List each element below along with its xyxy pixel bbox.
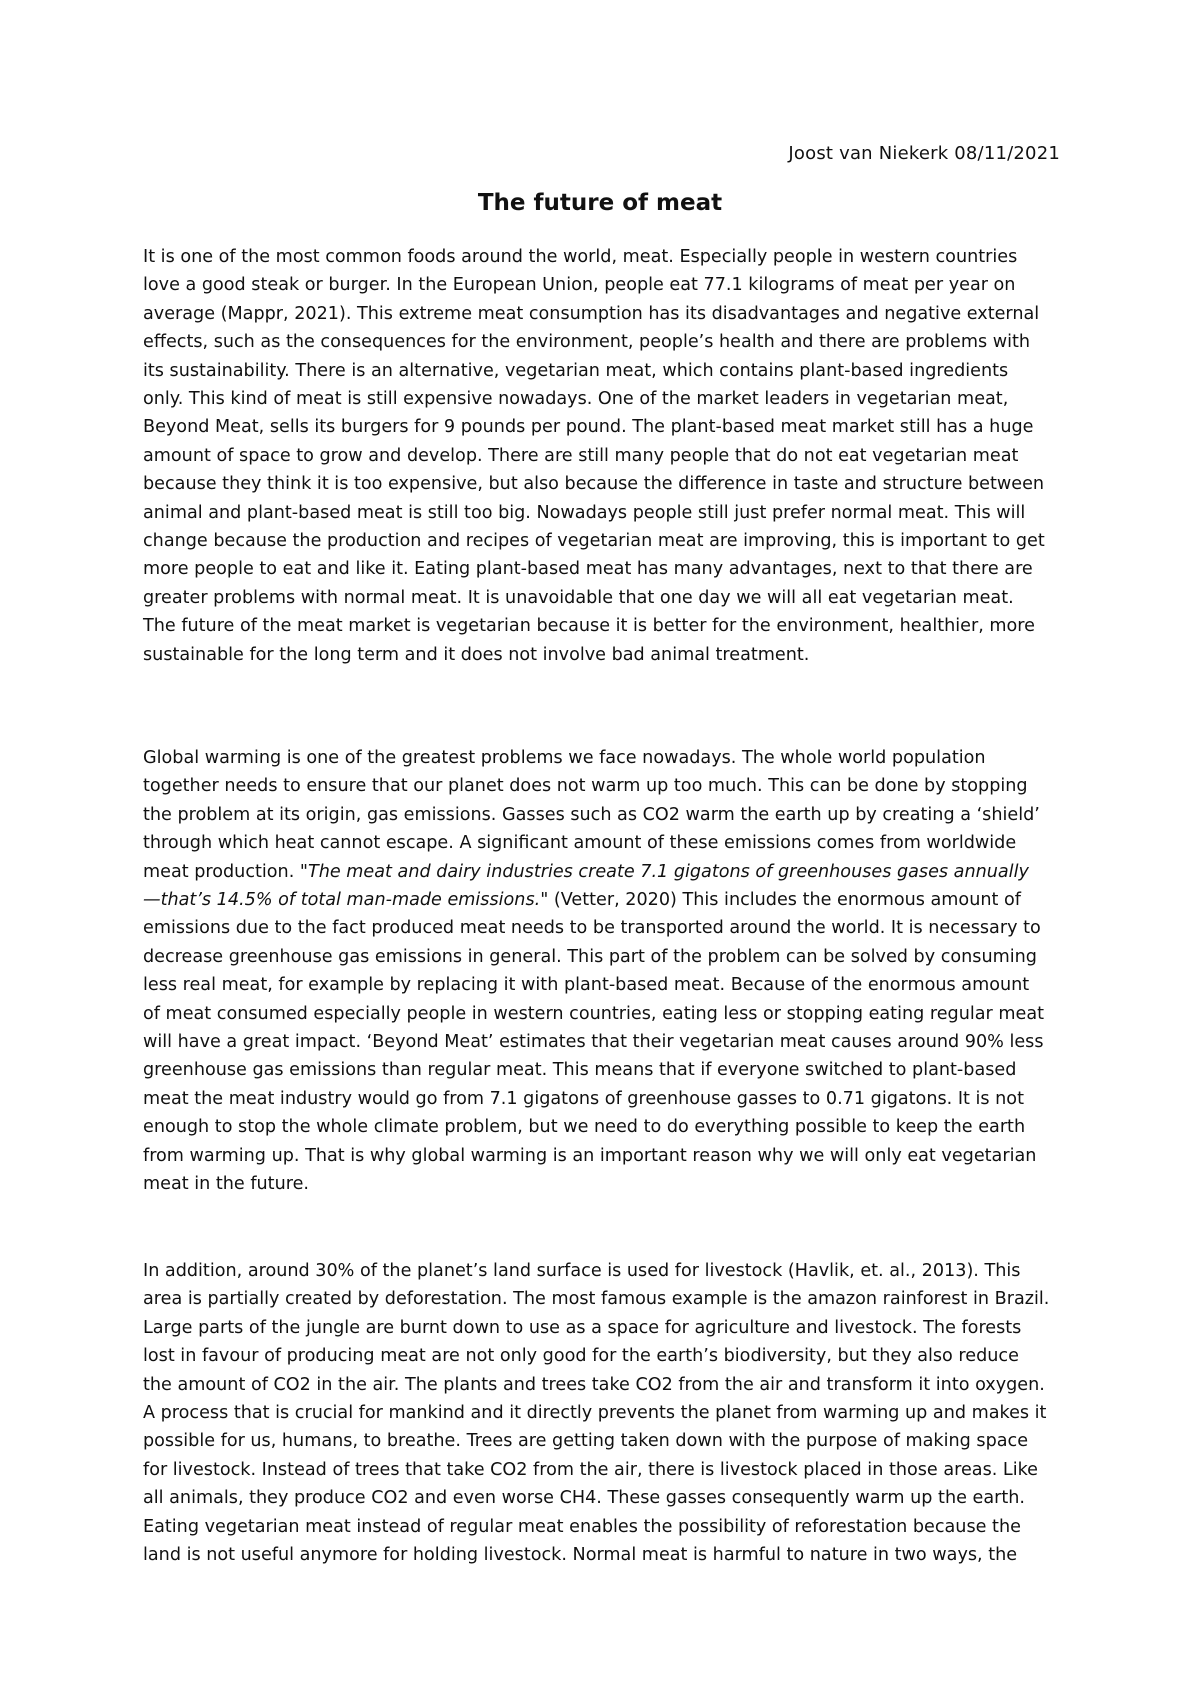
text-line: animal and plant-based meat is still too big. Nowadays people still just prefer normal meat. This will [143,502,1026,523]
text-line: emissions due to the fact produced meat needs to be transported around the world. It is necessary to [143,918,1041,939]
paragraph-intro [143,243,1063,669]
text-line: more people to eat and like it. Eating plant-based meat has many advantages, next to that there are [143,559,1033,580]
text-line: possible for us, humans, to breathe. Trees are getting taken down with the purpose of making space [143,1431,1029,1452]
text-line: less real meat, for example by replacing it with plant-based meat. Because of the enormous amount [143,975,1030,996]
quote-citation: " (Vetter, 2020) This includes the enormous amount of [540,890,1021,911]
text-line: It is one of the most common foods around the world, meat. Especially people in western countries [143,247,1018,267]
text-line: only. This kind of meat is still expensive nowadays. One of the market leaders in vegetarian meat, [143,389,1009,410]
text-line: greater problems with normal meat. It is unavoidable that one day we will all eat vegetarian meat. [143,587,1014,608]
text-line: effects, such as the consequences for the environment, people’s health and there are problems with [143,332,1031,353]
text-line: because they think it is too expensive, but also because the difference in taste and structure between [143,474,1045,495]
document-title: The future of meat [477,190,723,216]
text-line: the amount of CO2 in the air. The plants and trees take CO2 from the air and transform it into oxygen. [143,1374,1045,1395]
text-line: the problem at its origin, gas emissions. Gasses such as CO2 warm the earth up by creating a ‘shield’ [143,804,1040,825]
text-line: lost in favour of producing meat are not only good for the earth’s biodiversity, but they also reduce [143,1346,1019,1367]
text-line: amount of space to grow and develop. There are still many people that do not eat vegetarian meat [143,445,1019,466]
text-line: change because the production and recipes of vegetarian meat are improving, this is important to get [143,531,1045,552]
text-line: will have a great impact. ‘Beyond Meat’ estimates that their vegetarian meat causes around 90% less [143,1032,1044,1053]
text-line: In addition, around 30% of the planet’s land surface is used for livestock (Havlik, et. al., 2013). This [143,1261,1021,1281]
text-line: meat in the future. [143,1174,309,1195]
text-line: A process that is crucial for mankind and it directly prevents the planet from warming up and makes it [143,1403,1047,1424]
text-line: average (Mappr, 2021). This extreme meat consumption has its disadvantages and negative external [143,303,1040,324]
text-line: Global warming is one of the greatest problems we face nowadays. The whole world population [143,748,986,768]
text-line-quote-start [143,858,1063,886]
quote-lead-in: meat production. " [143,861,308,882]
text-line: Large parts of the jungle are burnt down to use as a space for agriculture and livestock. The forests [143,1317,1022,1338]
text-line: land is not useful anymore for holding livestock. Normal meat is harmful to nature in two ways, the [143,1545,1018,1566]
text-line: all animals, they produce CO2 and even worse CH4. These gasses consequently warm up the earth. [143,1488,1025,1509]
quote-text: The meat and dairy industries create 7.1 gigatons of greenhouses gases annually [307,861,1029,882]
text-line: area is partially created by deforestation. The most famous example is the amazon rainforest in Brazil. [143,1289,1050,1310]
text-line: decrease greenhouse gas emissions in general. This part of the problem can be solved by consuming [143,946,1037,967]
quote-text: —that’s 14.5% of total man-made emissions. [143,890,541,911]
text-line: The future of the meat market is vegetarian because it is better for the environment, healthier, more [143,616,1035,637]
text-line: together needs to ensure that our planet does not warm up too much. This can be done by stopping [143,776,1028,797]
text-line: of meat consumed especially people in western countries, eating less or stopping eating regular meat [143,1003,1045,1024]
text-line: love a good steak or burger. In the European Union, people eat 77.1 kilograms of meat per year on [143,275,1016,296]
text-line: through which heat cannot escape. A significant amount of these emissions comes from worldwide [143,833,1017,854]
text-line: sustainable for the long term and it does not involve bad animal treatment. [143,644,810,665]
author-date: Joost van Niekerk 08/11/2021 [788,143,1060,164]
text-line: for livestock. Instead of trees that take CO2 from the air, there is livestock placed in those areas. Like [143,1459,1038,1480]
text-line: meat the meat industry would go from 7.1 gigatons of greenhouse gasses to 0.71 gigatons. It is not [143,1088,1024,1109]
text-line: greenhouse gas emissions than regular meat. This means that if everyone switched to plant-based [143,1060,1017,1081]
paragraph-land-use [143,1257,1063,1569]
text-line: Beyond Meat, sells its burgers for 9 pounds per pound. The plant-based meat market still has a huge [143,417,1034,438]
text-line: its sustainability. There is an alternative, vegetarian meat, which contains plant-based ingredients [143,360,1009,381]
text-line: Eating vegetarian meat instead of regular meat enables the possibility of reforestation because the [143,1516,1021,1537]
text-line-quote-end [143,886,1063,914]
paragraph-global-warming [143,744,1063,1199]
text-line: enough to stop the whole climate problem, but we need to do everything possible to keep the earth [143,1117,1026,1138]
text-line: from warming up. That is why global warming is an important reason why we will only eat vegetarian [143,1145,1037,1166]
